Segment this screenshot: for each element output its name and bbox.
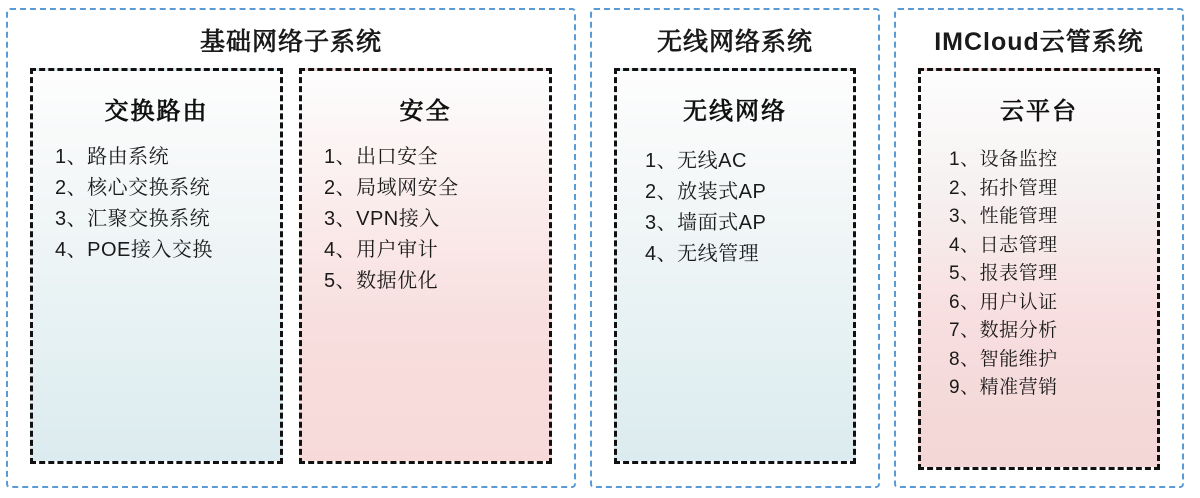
list-switching-routing — [41, 142, 272, 266]
list-item: 3、墙面式AP — [645, 212, 767, 234]
list-item: 4、POE接入交换 — [55, 239, 213, 261]
list-item: 1、无线AC — [645, 150, 747, 172]
group-basic-network — [6, 8, 576, 488]
list-item: 5、报表管理 — [949, 263, 1058, 284]
list-item: 3、性能管理 — [949, 206, 1058, 227]
list-item: 2、拓扑管理 — [949, 177, 1058, 199]
group-imcloud — [894, 8, 1184, 488]
group-basic-network-boxes — [8, 68, 574, 486]
list-cloud-platform — [929, 146, 1149, 403]
list-item: 2、核心交换系统 — [55, 177, 211, 199]
list-wireless-network — [625, 146, 845, 270]
list-item: 1、设备监控 — [949, 149, 1058, 170]
list-item: 6、用户认证 — [949, 291, 1058, 313]
list-item: 9、精准营销 — [949, 377, 1058, 398]
box-security — [299, 68, 552, 464]
group-title-basic-network: 基础网络子系统 — [199, 28, 382, 56]
list-item: 8、智能维护 — [949, 348, 1058, 370]
group-title-wireless-network: 无线网络系统 — [656, 28, 813, 56]
list-item: 1、路由系统 — [55, 146, 170, 168]
box-title-switching-routing: 交换路由 — [104, 98, 209, 125]
list-item: 3、VPN接入 — [324, 208, 440, 230]
list-item: 2、局域网安全 — [324, 177, 459, 199]
list-item: 7、数据分析 — [949, 320, 1058, 341]
group-wireless-network — [590, 8, 880, 488]
list-security — [310, 142, 541, 297]
list-item: 4、无线管理 — [645, 243, 760, 265]
list-item: 4、用户审计 — [324, 239, 439, 261]
box-switching-routing — [30, 68, 283, 464]
group-imcloud-boxes — [896, 68, 1182, 486]
group-title-imcloud: IMCloud云管系统 — [934, 28, 1144, 56]
box-title-wireless-network: 无线网络 — [683, 98, 787, 125]
box-cloud-platform — [918, 68, 1160, 470]
list-item: 5、数据优化 — [324, 270, 439, 292]
list-item: 4、日志管理 — [949, 234, 1058, 256]
box-wireless-network — [614, 68, 856, 464]
list-item: 1、出口安全 — [324, 146, 439, 168]
list-item: 3、汇聚交换系统 — [55, 208, 211, 230]
box-title-cloud-platform: 云平台 — [1000, 98, 1078, 125]
box-title-security: 安全 — [399, 98, 452, 125]
group-wireless-network-boxes — [592, 68, 878, 486]
list-item: 2、放装式AP — [645, 181, 767, 203]
